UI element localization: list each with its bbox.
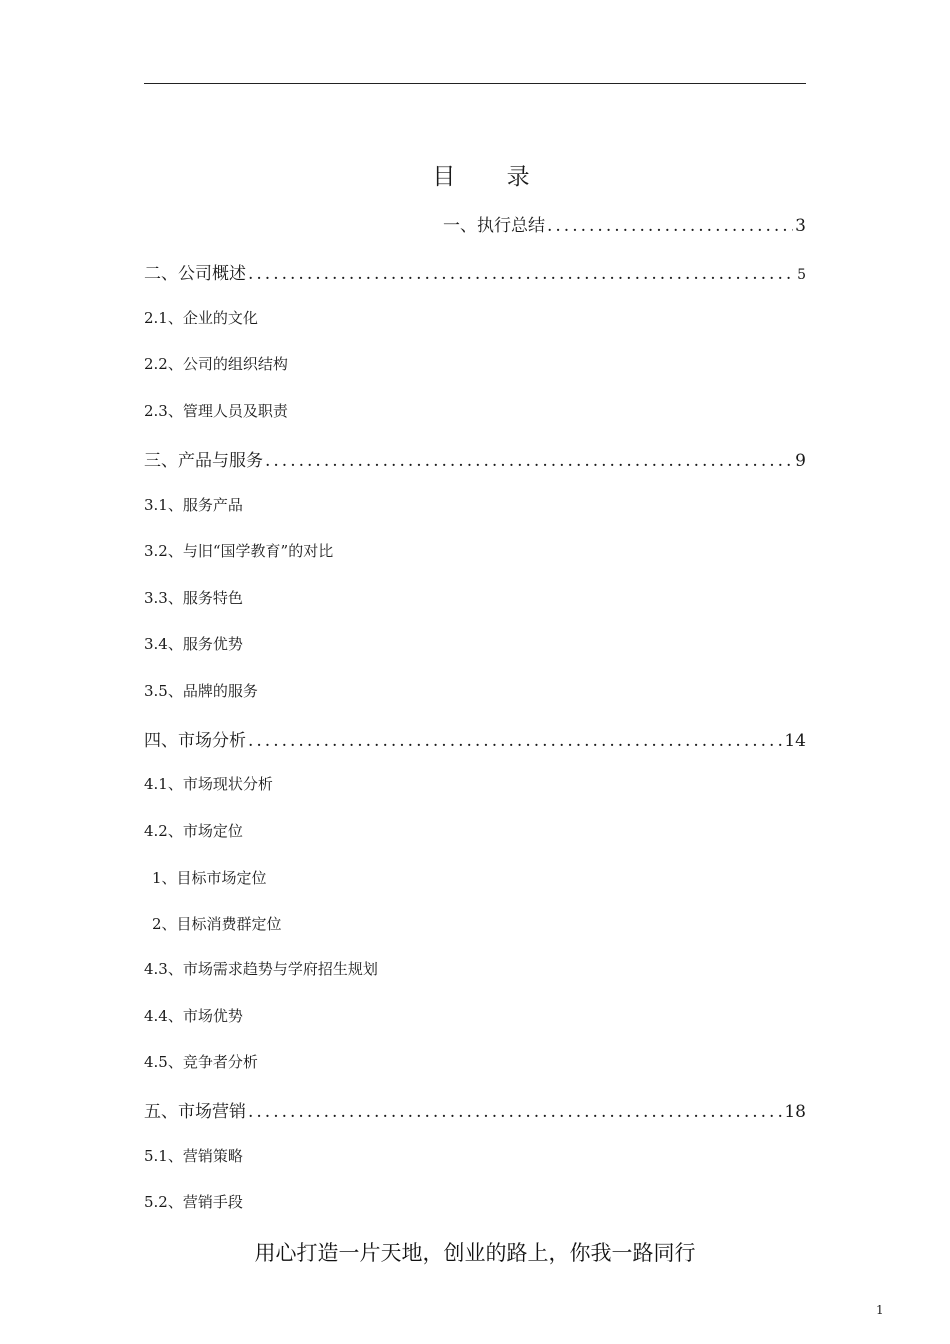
toc-subsubentry[interactable]: 1、目标市场定位 bbox=[152, 869, 267, 887]
toc-entry-executive-summary[interactable] bbox=[443, 211, 806, 236]
page-number: 1 bbox=[876, 1303, 884, 1317]
toc-leader-dots bbox=[248, 731, 782, 751]
toc-subentry[interactable]: 3.3、服务特色 bbox=[144, 589, 243, 607]
toc-entry-page: 3 bbox=[795, 216, 806, 236]
toc-subentry[interactable]: 2.1、企业的文化 bbox=[144, 309, 258, 327]
toc-subentry[interactable]: 3.1、服务产品 bbox=[144, 496, 243, 514]
toc-subentry[interactable]: 2.3、管理人员及职责 bbox=[144, 402, 288, 420]
toc-entry-marketing[interactable] bbox=[144, 1097, 806, 1122]
toc-subentry[interactable]: 5.1、营销策略 bbox=[144, 1147, 243, 1165]
toc-leader-dots bbox=[265, 451, 793, 471]
toc-entry-page: 5 bbox=[797, 267, 806, 283]
toc-subentry[interactable]: 3.5、品牌的服务 bbox=[144, 682, 258, 700]
toc-subentry[interactable]: 4.5、竞争者分析 bbox=[144, 1053, 258, 1071]
toc-subentry[interactable]: 4.1、市场现状分析 bbox=[144, 775, 273, 793]
toc-entry-label: 二、公司概述 bbox=[144, 264, 246, 284]
toc-entry-page: 9 bbox=[795, 451, 806, 471]
toc-entry-company-overview[interactable] bbox=[144, 259, 806, 284]
toc-subentry[interactable]: 2.2、公司的组织结构 bbox=[144, 355, 288, 373]
toc-title: 目 录 bbox=[432, 164, 552, 190]
toc-entry-page: 14 bbox=[784, 731, 806, 751]
toc-entry-label: 三、产品与服务 bbox=[144, 451, 263, 471]
toc-subentry[interactable]: 5.2、营销手段 bbox=[144, 1193, 243, 1211]
toc-entry-label: 一、执行总结 bbox=[443, 216, 545, 236]
toc-leader-dots bbox=[248, 264, 795, 284]
toc-subentry[interactable]: 3.2、与旧“国学教育”的对比 bbox=[144, 542, 334, 560]
toc-entry-products-services[interactable] bbox=[144, 446, 806, 471]
toc-entry-label: 五、市场营销 bbox=[144, 1102, 246, 1122]
toc-subentry[interactable]: 4.3、市场需求趋势与学府招生规划 bbox=[144, 960, 378, 978]
toc-subsubentry[interactable]: 2、目标消费群定位 bbox=[152, 915, 282, 933]
toc-leader-dots bbox=[248, 1102, 782, 1122]
header-rule bbox=[144, 83, 806, 84]
toc-subentry[interactable]: 3.4、服务优势 bbox=[144, 635, 243, 653]
toc-subentry[interactable]: 4.4、市场优势 bbox=[144, 1007, 243, 1025]
toc-subentry[interactable]: 4.2、市场定位 bbox=[144, 822, 243, 840]
toc-entry-label: 四、市场分析 bbox=[144, 731, 246, 751]
footer-slogan: 用心打造一片天地，创业的路上，你我一路同行 bbox=[254, 1241, 696, 1265]
toc-entry-page: 18 bbox=[784, 1102, 806, 1122]
toc-leader-dots bbox=[547, 216, 793, 236]
toc-entry-market-analysis[interactable] bbox=[144, 726, 806, 751]
